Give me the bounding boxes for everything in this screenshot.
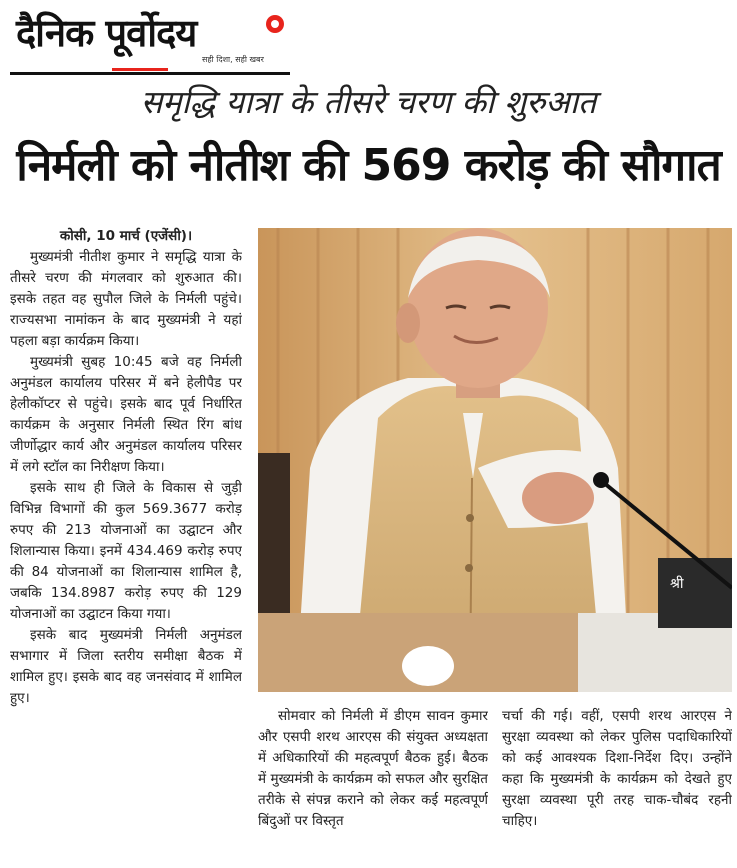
- logo-sun-icon: [266, 15, 284, 33]
- article-paragraph: इसके बाद मुख्यमंत्री निर्मली अनुमंडल सभागार में जिला स्तरीय समीक्षा बैठक में शामिल हुए। इसके बाद वह जनसंवाद में शामिल हुए।: [10, 627, 242, 706]
- article-paragraph: चर्चा की गई। वहीं, एसपी शरथ आरएस ने सुरक्षा व्यवस्था को लेकर पुलिस पदाधिकारियों को कई आवश्यक दिशा-निर्देश दिए। उन्होंने कहा कि मुख्यमंत्री के कार्यक्रम को देखते हुए सुरक्षा व्यवस्था पूरी तरह चाक-चौबंद रहनी चाहिए।: [502, 708, 732, 829]
- news-photo: [258, 228, 732, 692]
- main-headline: निर्मली को नीतीश की 569 करोड़ की सौगात: [16, 140, 721, 191]
- dateline: कोसी, 10 मार्च (एजेंसी)।: [59, 228, 193, 244]
- masthead-accent-strip: [112, 68, 168, 71]
- article-paragraph: मुख्यमंत्री नीतीश कुमार ने समृद्धि यात्रा के तीसरे चरण की मंगलवार को शुरुआत की। इसके तहत वह सुपौल जिले के निर्मली पहुंचे। राज्यसभा नामांकन के बाद मुख्यमंत्री ने यहां पहला बड़ा कार्यक्रम किया।: [10, 249, 242, 349]
- article-column-right: [502, 706, 732, 866]
- newspaper-logo: दैनिक पूर्वोदय: [16, 10, 197, 55]
- svg-text:श्री: श्री: [670, 576, 684, 592]
- article-paragraph: इसके साथ ही जिले के विकास से जुड़ी विभिन्न विभागों की कुल 569.3677 करोड़ रुपए की 213 योजनाओं का उद्घाटन और शिलान्यास किया। इनमें 434.469 करोड़ रुपए की 84 योजनाओं का शिलान्यास शामिल है, जबकि 134.8987 करोड़ रुपए की 129 योजनाओं का उद्घाटन किया गया।: [10, 480, 242, 622]
- masthead-rule: [10, 72, 290, 75]
- chief-minister-photo: [258, 228, 732, 692]
- article-column-middle: [258, 706, 488, 866]
- article-paragraph: मुख्यमंत्री सुबह 10:45 बजे वह निर्मली अनुमंडल कार्यालय परिसर में बने हेलीपैड पर हेलीकॉप्टर से पहुंचे। इसके बाद पूर्व निर्धारित कार्यक्रम के अनुसार निर्मली स्थित रिंग बांध जीर्णोद्धार कार्य और अनुमंडल कार्यालय परिसर में लगे स्टॉल का निरीक्षण किया।: [10, 354, 242, 475]
- article-paragraph: सोमवार को निर्मली में डीएम सावन कुमार और एसपी शरथ आरएस की संयुक्त अध्यक्षता में अधिकारियों की महत्वपूर्ण बैठक हुई। बैठक में मुख्यमंत्री के कार्यक्रम को सफल और सुरक्षित तरीके से संपन्न कराने को लेकर कई महत्वपूर्ण बिंदुओं पर विस्तृत: [258, 708, 488, 829]
- logo-tagline: सही दिशा, सही खबर: [202, 55, 264, 64]
- kicker-headline: समृद्धि यात्रा के तीसरे चरण की शुरुआत: [140, 83, 597, 121]
- masthead: [10, 6, 290, 72]
- article-column-left: [10, 226, 242, 866]
